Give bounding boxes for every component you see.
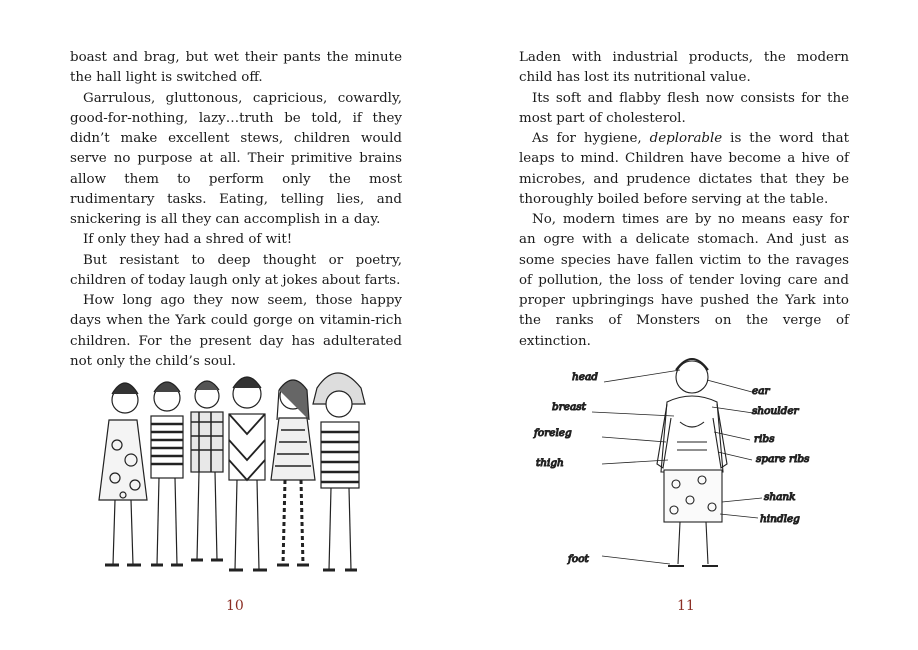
label-spare-ribs: spare ribs — [756, 453, 810, 465]
child-figure — [313, 373, 365, 570]
label-ribs: ribs — [754, 433, 775, 445]
right-page — [459, 0, 918, 650]
label-foreleg: foreleg — [534, 427, 572, 439]
label-head: head — [572, 371, 598, 383]
child-figure — [229, 377, 267, 570]
label-thigh: thigh — [536, 457, 564, 469]
label-ear: ear — [752, 385, 770, 397]
paragraph: Laden with industrial products, the modern child has lost its nutritional value. — [519, 50, 849, 86]
paragraph: How long ago they now seem, those happy days when the Yark could gorge on vitamin-rich children. For the present day has adulterated not only the child’s soul. — [70, 293, 402, 369]
hygiene-text-end: is the word that leaps to mind. Children have become a hive of microbes, and prudence dictates that they be thoroughly boiled before serving at the table. — [519, 131, 849, 207]
hygiene-text: As for hygiene, — [532, 131, 650, 146]
label-breast: breast — [552, 401, 586, 413]
label-shank: shank — [764, 491, 796, 503]
child-figure — [191, 381, 223, 560]
page-number: 11 — [677, 598, 695, 614]
children-illustration — [95, 360, 375, 590]
label-foot: foot — [568, 553, 589, 565]
paragraph — [519, 129, 849, 210]
paragraph: Garrulous, gluttonous, capricious, cowardly, good-for-nothing, lazy…truth be told, if they didn’t make excellent stews, children would serve no purpose at all. Their primitive brains allow them to perform only the most rudimentary tasks. Eating, telling lies, and snickering is all they can accomplish in a day. — [70, 90, 402, 227]
child-body-figure — [657, 359, 727, 566]
paragraph: boast and brag, but wet their pants the minute the hall light is switched off. — [70, 50, 402, 86]
right-page-text — [519, 48, 849, 352]
label-shoulder: shoulder — [752, 405, 799, 417]
child-figure — [151, 382, 183, 565]
paragraph: No, modern times are by no means easy for an ogre with a delicate stomach. And just as some species have fallen victim to the ravages of pollution, the loss of tender loving care and proper upbringings have pushed the Yark into the ranks of Monsters on the verge of extinction. — [519, 212, 849, 349]
left-page-text — [70, 48, 402, 372]
child-figure — [99, 383, 147, 565]
emphasis-word: deplorable — [649, 131, 723, 146]
paragraph: Its soft and flabby flesh now consists for the most part of cholesterol. — [519, 90, 849, 126]
paragraph: If only they had a shred of wit! — [83, 232, 293, 248]
page-number: 10 — [226, 598, 244, 614]
label-hindleg: hindleg — [760, 513, 800, 525]
child-figure — [271, 380, 315, 565]
child-anatomy-diagram — [534, 352, 852, 584]
paragraph: But resistant to deep thought or poetry, children of today laugh only at jokes about farts. — [70, 252, 402, 288]
